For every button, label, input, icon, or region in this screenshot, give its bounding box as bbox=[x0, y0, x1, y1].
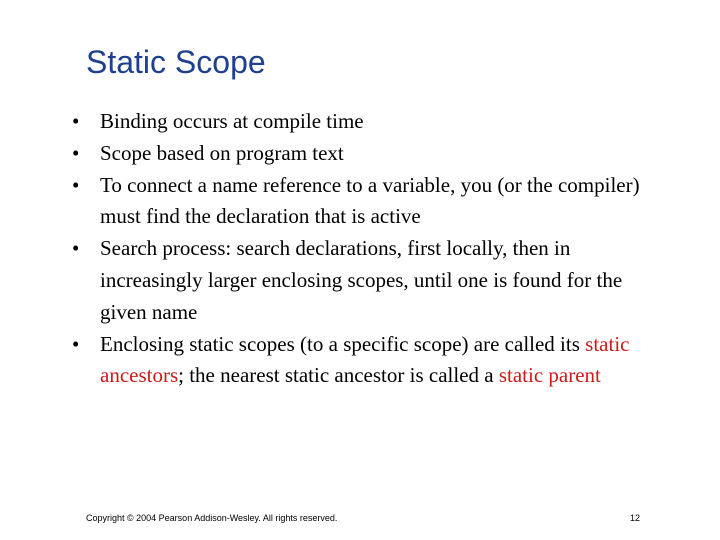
term-static-ancestors: static ancestors bbox=[100, 331, 630, 388]
bullet-text: To connect a name reference to a variable, you (or the compiler) must find the declaration that is active bbox=[100, 172, 640, 229]
bullet-item bbox=[70, 138, 670, 170]
page-number: 12 bbox=[629, 513, 640, 523]
term-static-parent: static parent bbox=[498, 363, 601, 388]
bullet-item bbox=[70, 329, 670, 393]
bullet-dot: • bbox=[72, 109, 80, 133]
bullet-list bbox=[70, 106, 670, 392]
bullet-item bbox=[70, 233, 670, 328]
bullet-dot: • bbox=[72, 331, 80, 356]
bullet-item bbox=[70, 106, 670, 138]
copyright-footer: Copyright © 2004 Pearson Addison-Wesley. All rights reserved. bbox=[86, 513, 338, 523]
bullet-text-part: Enclosing static scopes (to a specific scope) are called its bbox=[100, 331, 586, 356]
bullet-dot: • bbox=[72, 140, 80, 165]
bullet-text: Scope based on program text bbox=[100, 140, 344, 165]
bullet-dot: • bbox=[72, 172, 80, 197]
slide-title: Static Scope bbox=[86, 44, 266, 80]
bullet-text-part: ; the nearest static ancestor is called a bbox=[178, 363, 499, 388]
bullet-text: Search process: search declarations, first locally, then in increasingly larger enclosing scopes, until one is found for the given name bbox=[100, 236, 623, 324]
bullet-dot: • bbox=[72, 236, 80, 261]
bullet-text: Binding occurs at compile time bbox=[100, 109, 364, 133]
bullet-item bbox=[70, 170, 670, 234]
